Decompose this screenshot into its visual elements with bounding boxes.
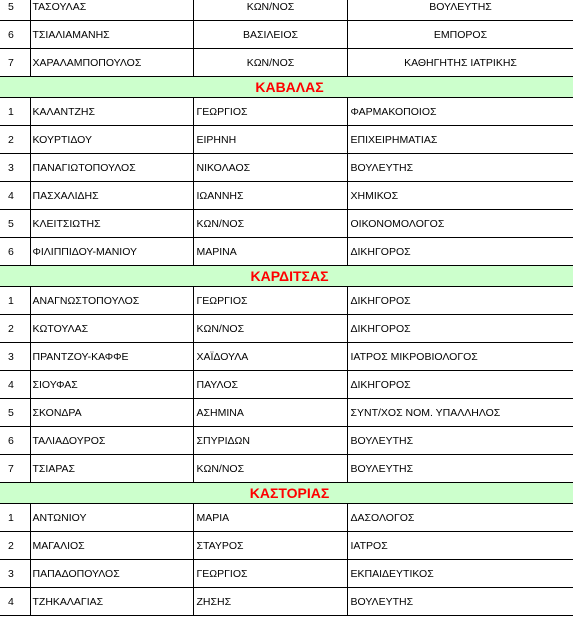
table-row [0,21,573,49]
first-name-cell: ΚΩΝ/ΝΟΣ [193,0,347,21]
surname-cell: ΣΚΟΝΔΡΑ [30,399,193,427]
surname-cell: ΦΙΛΙΠΠΙΔΟΥ-ΜΑΝΙΟΥ [30,238,193,266]
first-name-cell: ΣΤΑΥΡΟΣ [193,532,347,560]
surname-cell: ΑΝΑΓΝΩΣΤΟΠΟΥΛΟΣ [30,287,193,315]
row-number: 4 [0,588,30,616]
surname-cell: ΤΑΛΙΑΔΟΥΡΟΣ [30,427,193,455]
first-name-cell: ΜΑΡΙΝΑ [193,238,347,266]
table-row [0,343,573,371]
region-header-row [0,266,573,287]
row-number: 3 [0,154,30,182]
row-number: 2 [0,126,30,154]
surname-cell: ΤΣΙΑΡΑΣ [30,455,193,483]
profession-cell: ΣΥΝΤ/ΧΟΣ ΝΟΜ. ΥΠΑΛΛΗΛΟΣ [347,399,573,427]
first-name-cell: ΣΠΥΡΙΔΩΝ [193,427,347,455]
first-name-cell: ΜΑΡΙΑ [193,504,347,532]
profession-cell: ΒΟΥΛΕΥΤΗΣ [347,0,573,21]
first-name-cell: ΑΣΗΜΙΝΑ [193,399,347,427]
table-row [0,588,573,616]
first-name-cell: ΓΕΩΡΓΙΟΣ [193,287,347,315]
row-number: 3 [0,560,30,588]
first-name-cell: ΠΑΥΛΟΣ [193,371,347,399]
table-row [0,182,573,210]
profession-cell: ΒΟΥΛΕΥΤΗΣ [347,427,573,455]
row-number: 2 [0,315,30,343]
first-name-cell: ΖΗΣΗΣ [193,588,347,616]
surname-cell: ΚΑΛΑΝΤΖΗΣ [30,98,193,126]
surname-cell: ΠΑΠΑΔΟΠΟΥΛΟΣ [30,560,193,588]
table-row [0,238,573,266]
row-number: 1 [0,287,30,315]
table-row [0,455,573,483]
row-number: 7 [0,49,30,77]
table-row [0,0,573,21]
row-number: 1 [0,504,30,532]
region-header: ΚΑΒΑΛΑΣ [0,77,573,98]
profession-cell: ΔΙΚΗΓΟΡΟΣ [347,287,573,315]
table-row [0,371,573,399]
region-header-row [0,483,573,504]
table-row [0,315,573,343]
surname-cell: ΚΩΤΟΥΛΑΣ [30,315,193,343]
row-number: 6 [0,238,30,266]
row-number: 5 [0,0,30,21]
region-header-row [0,77,573,98]
profession-cell: ΒΟΥΛΕΥΤΗΣ [347,455,573,483]
first-name-cell: ΙΩΑΝΝΗΣ [193,182,347,210]
surname-cell: ΜΑΓΑΛΙΟΣ [30,532,193,560]
surname-cell: ΚΟΥΡΤΙΔΟΥ [30,126,193,154]
table-row [0,504,573,532]
profession-cell: ΚΑΘΗΓΗΤΗΣ ΙΑΤΡΙΚΗΣ [347,49,573,77]
table-row [0,427,573,455]
table-row [0,126,573,154]
row-number: 1 [0,98,30,126]
row-number: 7 [0,455,30,483]
row-number: 2 [0,532,30,560]
first-name-cell: ΚΩΝ/ΝΟΣ [193,315,347,343]
row-number: 5 [0,210,30,238]
surname-cell: ΠΡΑΝΤΖΟΥ-ΚΑΦΦΕ [30,343,193,371]
first-name-cell: ΚΩΝ/ΝΟΣ [193,210,347,238]
profession-cell: ΧΗΜΙΚΟΣ [347,182,573,210]
profession-cell: ΒΟΥΛΕΥΤΗΣ [347,588,573,616]
surname-cell: ΤΑΣΟΥΛΑΣ [30,0,193,21]
profession-cell: ΙΑΤΡΟΣ ΜΙΚΡΟΒΙΟΛΟΓΟΣ [347,343,573,371]
profession-cell: ΕΚΠΑΙΔΕΥΤΙΚΟΣ [347,560,573,588]
profession-cell: ΔΑΣΟΛΟΓΟΣ [347,504,573,532]
region-header: ΚΑΡΔΙΤΣΑΣ [0,266,573,287]
profession-cell: ΔΙΚΗΓΟΡΟΣ [347,371,573,399]
first-name-cell: ΓΕΩΡΓΙΟΣ [193,98,347,126]
table-row [0,49,573,77]
table-row [0,560,573,588]
profession-cell: ΒΟΥΛΕΥΤΗΣ [347,154,573,182]
profession-cell: ΕΜΠΟΡΟΣ [347,21,573,49]
surname-cell: ΚΛΕΙΤΣΙΩΤΗΣ [30,210,193,238]
profession-cell: ΦΑΡΜΑΚΟΠΟΙΟΣ [347,98,573,126]
first-name-cell: ΧΑΪΔΟΥΛΑ [193,343,347,371]
region-header: ΚΑΣΤΟΡΙΑΣ [0,483,573,504]
profession-cell: ΔΙΚΗΓΟΡΟΣ [347,238,573,266]
surname-cell: ΠΑΣΧΑΛΙΔΗΣ [30,182,193,210]
surname-cell: ΠΑΝΑΓΙΩΤΟΠΟΥΛΟΣ [30,154,193,182]
first-name-cell: ΕΙΡΗΝΗ [193,126,347,154]
first-name-cell: ΓΕΩΡΓΙΟΣ [193,560,347,588]
first-name-cell: ΚΩΝ/ΝΟΣ [193,455,347,483]
profession-cell: ΟΙΚΟΝΟΜΟΛΟΓΟΣ [347,210,573,238]
table-row [0,210,573,238]
table-row [0,399,573,427]
row-number: 6 [0,427,30,455]
profession-cell: ΙΑΤΡΟΣ [347,532,573,560]
row-number: 6 [0,21,30,49]
first-name-cell: ΚΩΝ/ΝΟΣ [193,49,347,77]
profession-cell: ΕΠΙΧΕΙΡΗΜΑΤΙΑΣ [347,126,573,154]
row-number: 3 [0,343,30,371]
profession-cell: ΔΙΚΗΓΟΡΟΣ [347,315,573,343]
first-name-cell: ΒΑΣΙΛΕΙΟΣ [193,21,347,49]
row-number: 4 [0,371,30,399]
surname-cell: ΧΑΡΑΛΑΜΠΟΠΟΥΛΟΣ [30,49,193,77]
table-row [0,287,573,315]
surname-cell: ΣΙΟΥΦΑΣ [30,371,193,399]
row-number: 4 [0,182,30,210]
table-row [0,154,573,182]
table-row [0,98,573,126]
surname-cell: ΤΣΙΑΛΙΑΜΑΝΗΣ [30,21,193,49]
first-name-cell: ΝΙΚΟΛΑΟΣ [193,154,347,182]
surname-cell: ΑΝΤΩΝΙΟΥ [30,504,193,532]
row-number: 5 [0,399,30,427]
surname-cell: ΤΖΗΚΑΛΑΓΙΑΣ [30,588,193,616]
table-row [0,532,573,560]
